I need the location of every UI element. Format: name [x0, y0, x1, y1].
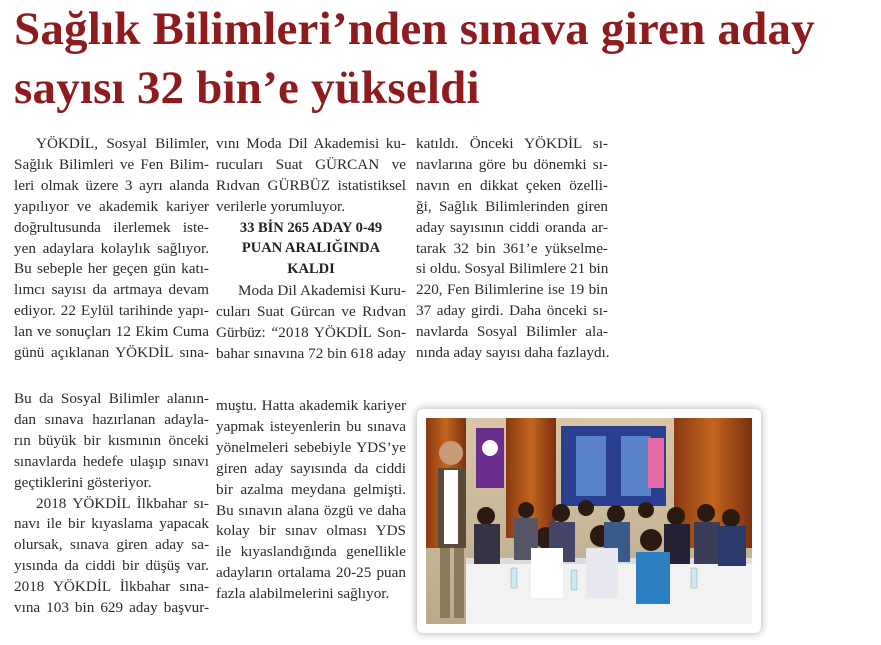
paragraph — [216, 281, 406, 365]
text-line: yısında da ciddi bir düşüş var. — [14, 557, 209, 575]
text-line: yapılıyor ve akademik kariyer — [14, 197, 209, 215]
text-line: olursak, sınava giren aday sa- — [14, 536, 209, 554]
text-line: geçtiklerini gösteriyor. — [14, 473, 152, 491]
seminar-photo — [417, 409, 761, 633]
text-line: lan ve sonuçları 12 Ekim Cuma — [14, 323, 209, 341]
text-line: yapmak isteyenlerin bu sınava — [216, 417, 406, 435]
seminar-photo-illustration — [426, 418, 752, 624]
text-line: vını Moda Dil Akademisi ku- — [216, 135, 406, 152]
text-line: navlarda Sosyal Bilimler ala- — [416, 323, 608, 341]
paragraph — [14, 494, 209, 619]
text-line: ile kıyaslandığında genellikle — [216, 543, 406, 561]
text-line: Moda Dil Akademisi Kuru- — [238, 282, 406, 300]
text-line: lımcı sayısı da artmaya devam — [14, 281, 209, 299]
text-line: dan sınava hazırlanan adayla- — [14, 410, 209, 428]
text-line: vına 103 bin 629 aday başvur- — [14, 599, 209, 617]
column-1-top — [14, 134, 209, 364]
text-line: sınavlarda hedefe ulaşıp sınavı — [14, 452, 209, 470]
column-3 — [416, 134, 608, 364]
text-line: rın büyük bir kısmının önceki — [14, 431, 209, 449]
text-line: Bu da Sosyal Bilimler alanın- — [14, 390, 209, 407]
text-line: cuları Suat Gürcan ve Rıdvan — [216, 303, 406, 321]
text-line: verilerle yorumluyor. — [216, 197, 346, 215]
text-line: navın en dikkat çeken özelli- — [416, 176, 608, 194]
text-line: Sağlık Bilimleri ve Fen Bilim- — [14, 155, 209, 173]
text-line: bir azalma meydana gelmişti. — [216, 480, 406, 498]
column-1-bottom — [14, 389, 209, 619]
text-line: ği, Sağlık Bilimlerinden giren — [416, 197, 608, 215]
text-line: muştu. Hatta akademik kariyer — [216, 397, 406, 414]
text-line: yen adaylara kolaylık sağlıyor. — [14, 239, 209, 257]
text-line: doğrultusunda ilerlemek iste- — [14, 218, 209, 236]
text-line: fazla alabilmelerini sağlıyor. — [216, 585, 390, 603]
text-line: aday sayısının ciddi oranda ar- — [416, 218, 608, 236]
text-line: Bu sebeple her geçen gün katı- — [14, 260, 209, 278]
subheading — [216, 218, 406, 280]
text-line: navı ile bir kıyaslama yapacak — [14, 515, 209, 533]
subheading-line: 33 BİN 265 ADAY 0-49 — [239, 219, 383, 236]
text-line: kolay bir sınav olması YDS — [216, 522, 406, 540]
paragraph — [14, 134, 209, 364]
column-2-bottom — [216, 396, 406, 605]
subheading-line: KALDI — [287, 260, 335, 277]
text-line: bahar sınavına 72 bin 618 aday — [216, 344, 406, 362]
paragraph — [14, 389, 209, 494]
text-line: yönelmeleri sebebiyle YDS’ye — [216, 438, 406, 456]
headline-line-1: Sağlık Bilimleri’nden sınava giren aday — [14, 3, 815, 55]
paragraph — [416, 134, 608, 364]
text-line: tarak 32 bin 361’e yükselme- — [416, 239, 608, 257]
text-line: nında aday sayısı daha fazlaydı. — [416, 344, 610, 362]
headline-line-2: sayısı 32 bin’e yükseldi — [14, 62, 480, 114]
column-2-top — [216, 134, 406, 365]
text-line: 37 aday girdi. Daha önceki sı- — [416, 302, 608, 320]
text-line: rucuları Suat GÜRCAN ve — [216, 155, 406, 173]
text-line: si oldu. Sosyal Bilimlere 21 bin — [416, 260, 609, 278]
text-line: katıldı. Önceki YÖKDİL sı- — [416, 135, 608, 152]
text-line: giren aday sayısında da ciddi — [216, 459, 406, 477]
text-line: 2018 YÖKDİL İlkbahar sı- — [36, 494, 209, 512]
text-line: 220, Fen Bilimlerine ise 19 bin — [416, 281, 608, 299]
text-line: 2018 YÖKDİL İlkbahar sına- — [14, 578, 209, 596]
subheading-line: PUAN ARALIĞINDA — [241, 240, 381, 257]
text-line: Rıdvan GÜRBÜZ istatistiksel — [216, 176, 406, 194]
text-line: leri olmak üzere 3 ayrı alanda — [14, 176, 209, 194]
paragraph — [216, 396, 406, 605]
text-line: Gürbüz: “2018 YÖKDİL Son- — [216, 323, 406, 341]
text-line: ediyor. 22 Eylül tarihinde yapı- — [14, 302, 209, 320]
text-line: Bu sınavın alana özgü ve daha — [216, 501, 406, 519]
text-line: adayların ortalama 20-25 puan — [216, 564, 406, 582]
headline — [14, 0, 874, 118]
paragraph — [216, 134, 406, 218]
text-line: günü açıklanan YÖKDİL sına- — [14, 344, 209, 362]
text-line: navlarına göre bu dönemki sı- — [416, 155, 608, 173]
text-line: YÖKDİL, Sosyal Bilimler, — [36, 135, 209, 152]
